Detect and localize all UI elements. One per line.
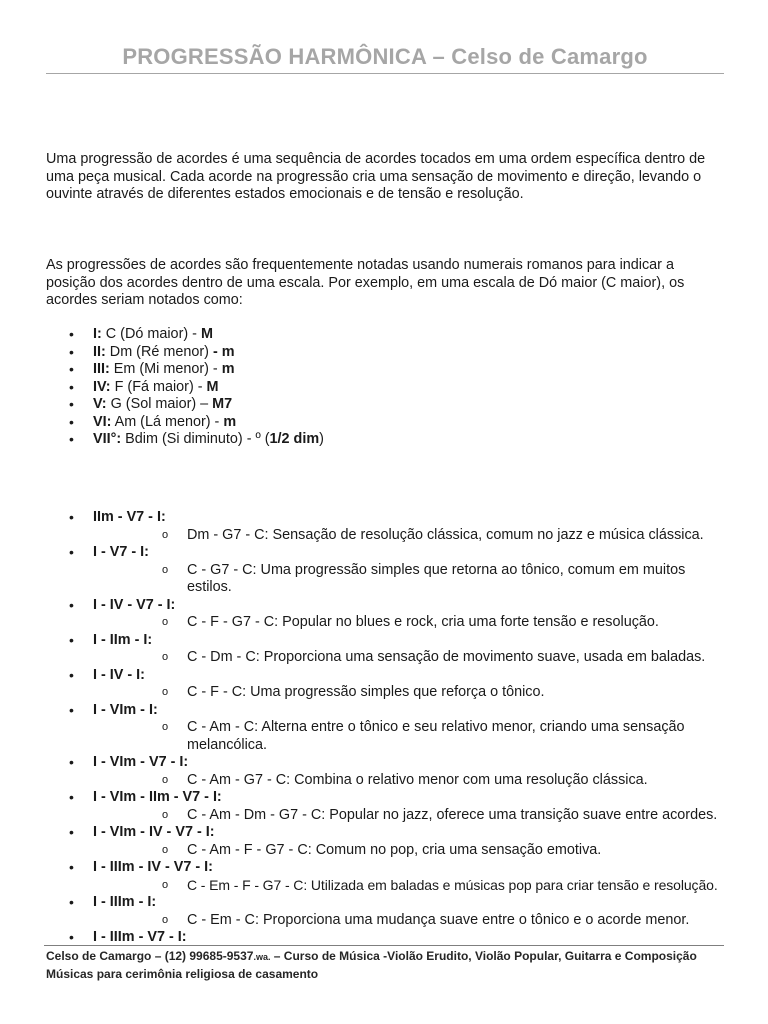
progression-name: I - VIm - IIm - V7 - I: xyxy=(93,789,222,805)
degree-numeral: VII°: xyxy=(93,431,122,447)
footer-services-line: Músicas para cerimônia religiosa de casamento xyxy=(46,966,319,981)
header-divider xyxy=(46,73,724,74)
degree-quality: m xyxy=(223,413,237,430)
progression-name: I - IV - V7 - I: xyxy=(93,596,176,613)
progression-name: I - IIIm - V7 - I: xyxy=(93,929,187,945)
progression-name: I - VIm - V7 - I: xyxy=(93,754,189,770)
progression-name: I - V7 - I: xyxy=(93,544,149,560)
progression-item xyxy=(46,929,726,945)
degree-item xyxy=(46,414,726,432)
degree-numeral: VI: xyxy=(93,413,112,430)
progression-description: o Dm - G7 - C: Sensação de resolução clássica, comum no jazz e música clássica. xyxy=(93,527,726,545)
footer-courses: – Curso de Música -Violão Erudito, Violão Popular, Guitarra e Composição xyxy=(270,949,697,963)
progression-description: o C - G7 - C: Uma progressão simples que retorna ao tônico, comum em muitos estilos. xyxy=(93,562,726,597)
degree-quality: M xyxy=(206,378,219,395)
degree-chord: Am (Lá menor) - xyxy=(111,413,224,430)
degree-chord: Em (Mi menor) - xyxy=(109,361,222,377)
progression-item xyxy=(46,754,726,789)
degree-quality: M7 xyxy=(212,396,233,412)
footer-contact-line xyxy=(46,948,736,966)
progression-description: o C - Am - Dm - G7 - C: Popular no jazz, oferece uma transição suave entre acordes. xyxy=(93,807,726,825)
progression-name: I - VIm - IV - V7 - I: xyxy=(93,824,215,840)
scale-degrees-list xyxy=(46,326,726,449)
degree-quality: m xyxy=(221,361,235,377)
degree-chord: G (Sol maior) – xyxy=(106,396,213,412)
progression-description: o C - Am - F - G7 - C: Comum no pop, cria uma sensação emotiva. xyxy=(93,842,726,860)
progression-item xyxy=(46,859,726,894)
degree-quality: 1/2 dim xyxy=(269,431,320,447)
progression-item xyxy=(46,702,726,755)
degree-numeral: II: xyxy=(93,343,106,360)
degree-numeral: I: xyxy=(93,326,102,342)
degree-chord: C (Dó maior) - xyxy=(101,326,201,342)
progression-description: o C - F - G7 - C: Popular no blues e rock, cria uma forte tensão e resolução. xyxy=(93,614,726,632)
progression-description: o C - F - C: Uma progressão simples que reforça o tônico. xyxy=(93,684,726,702)
degree-chord: Dm (Ré menor) xyxy=(105,343,213,360)
footer-divider xyxy=(44,945,724,946)
progression-item xyxy=(46,544,726,597)
progression-name: IIm - V7 - I: xyxy=(93,509,166,525)
progression-name: I - IIIm - I: xyxy=(93,894,157,910)
degree-quality: - m xyxy=(212,343,235,360)
progressions-list xyxy=(46,509,726,945)
intro-paragraph-2: As progressões de acordes são frequentemente notadas usando numerais romanos para indicar a posição dos acordes dentro de uma escala. Por exemplo, em uma escala de Dó maior (C maior), os acordes seriam notados como: xyxy=(46,257,685,309)
progression-description: o C - Em - C: Proporciona uma mudança suave entre o tônico e o acorde menor. xyxy=(93,912,726,930)
degree-item xyxy=(46,361,726,379)
progression-item xyxy=(46,667,726,702)
degree-numeral: V: xyxy=(93,396,107,412)
progression-item xyxy=(46,509,726,544)
progression-item xyxy=(46,894,726,929)
degree-item xyxy=(46,431,726,449)
footer-contact: Celso de Camargo – (12) 99685-9537 xyxy=(46,949,254,963)
progression-name: I - IV - I: xyxy=(93,666,145,683)
degree-chord: Bdim (Si diminuto) - º ( xyxy=(121,431,270,447)
degree-numeral: III: xyxy=(93,361,110,377)
degree-item xyxy=(46,396,726,414)
progression-name: I - IIIm - IV - V7 - I: xyxy=(93,859,213,875)
page-footer xyxy=(46,948,736,982)
progression-item xyxy=(46,824,726,859)
page-title: PROGRESSÃO HARMÔNICA – Celso de Camargo xyxy=(122,44,648,69)
progression-name: I - IIm - I: xyxy=(93,631,153,648)
footer-whatsapp-mark: .wa. xyxy=(253,952,271,962)
progression-description: o C - Em - F - G7 - C: Utilizada em baladas e músicas pop para criar tensão e resolução. xyxy=(93,877,726,895)
progression-name: I - VIm - I: xyxy=(93,701,158,718)
degree-chord: F (Fá maior) - xyxy=(110,378,207,395)
intro-paragraph-1: Uma progressão de acordes é uma sequência de acordes tocados em uma ordem específica dentro de uma peça musical. Cada acorde na progressão cria uma sensação de movimento e direção, levando o ouvinte através de diferentes estados emocionais e de tensão e resolução. xyxy=(46,151,706,203)
progression-item xyxy=(46,597,726,632)
progression-description: o C - Am - C: Alterna entre o tônico e seu relativo menor, criando uma sensação melancólica. xyxy=(93,719,726,754)
degree-item xyxy=(46,379,726,397)
progression-description: o C - Am - G7 - C: Combina o relativo menor com uma resolução clássica. xyxy=(93,772,726,790)
degree-item xyxy=(46,344,726,362)
degree-quality: M xyxy=(200,326,213,342)
degree-suffix: ) xyxy=(319,431,324,447)
degree-numeral: IV: xyxy=(93,378,111,395)
progression-item xyxy=(46,632,726,667)
progression-description: o C - Dm - C: Proporciona uma sensação de movimento suave, usada em baladas. xyxy=(93,649,726,667)
progression-item xyxy=(46,789,726,824)
degree-item xyxy=(46,326,726,344)
